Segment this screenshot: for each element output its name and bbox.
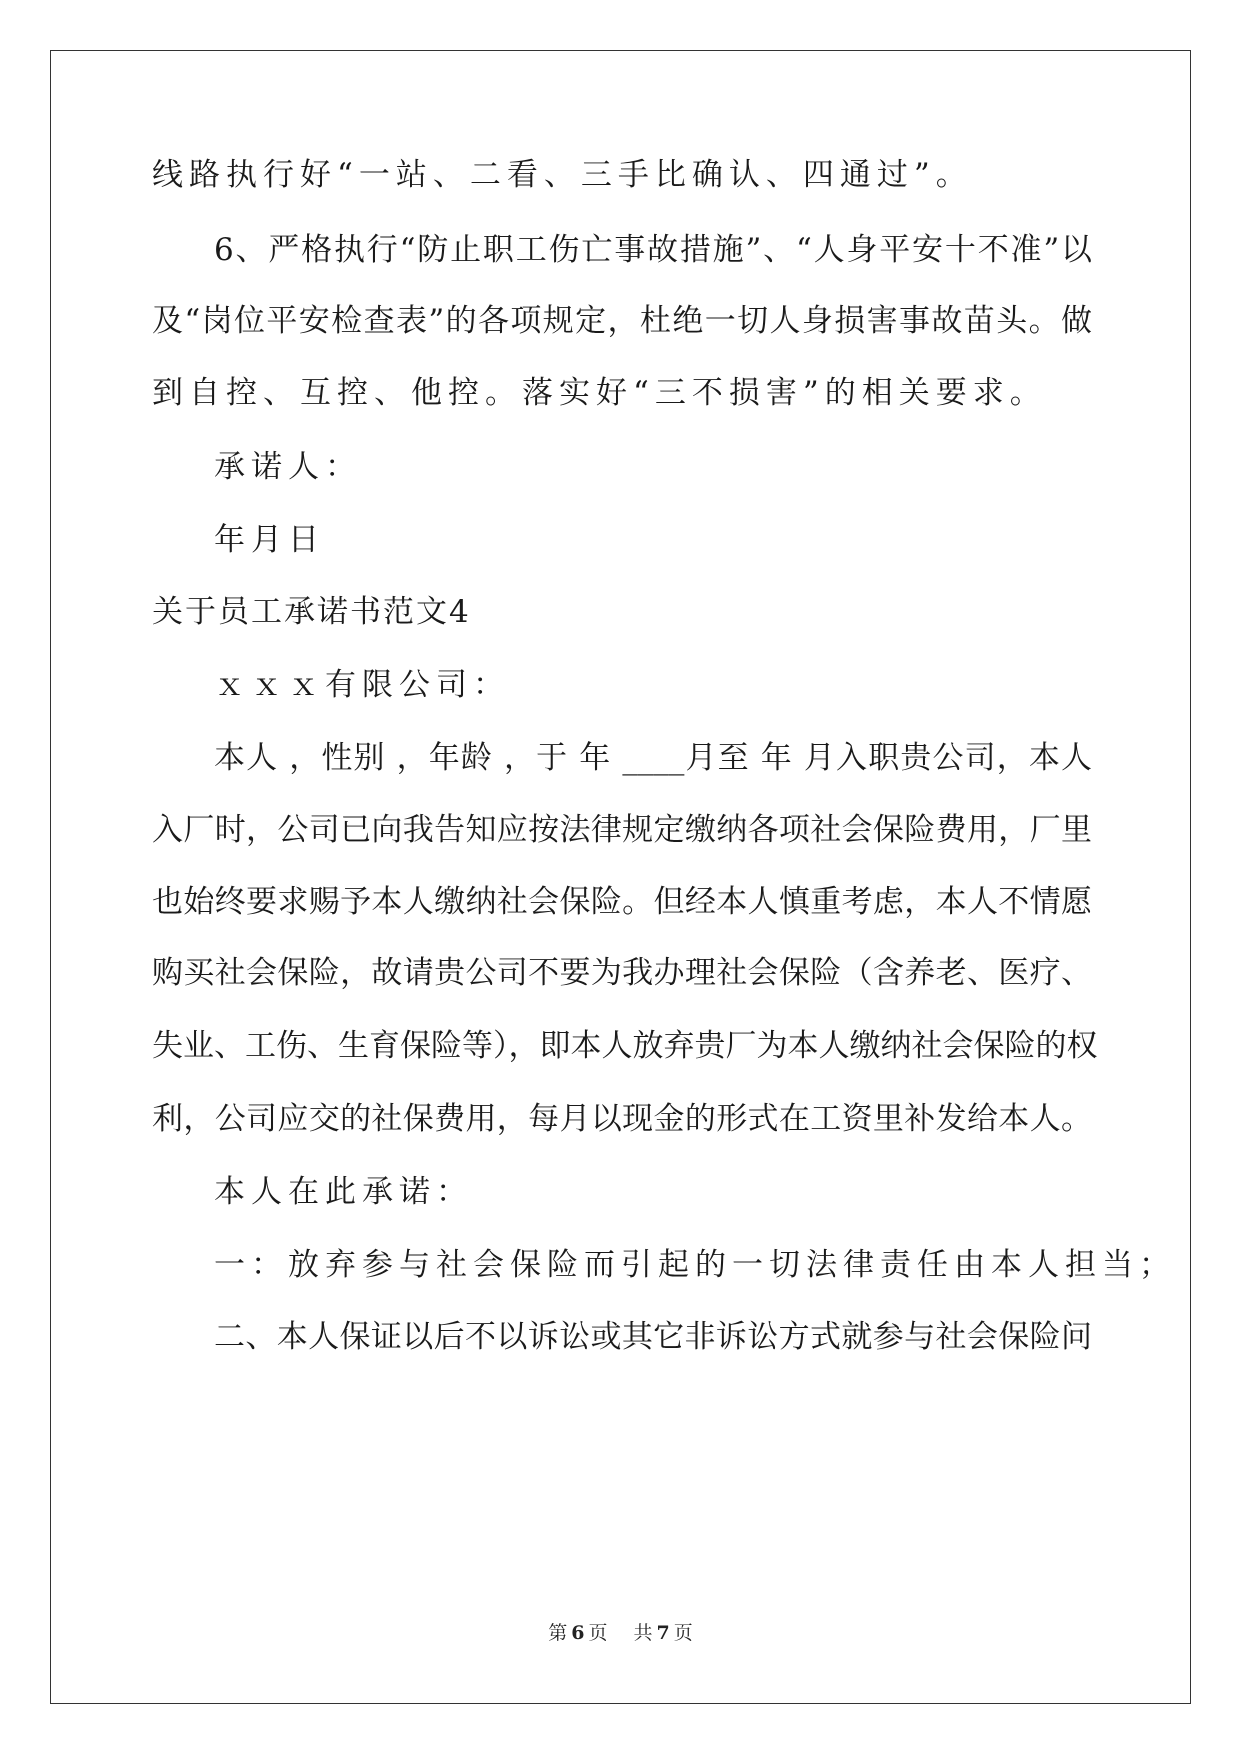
text-line: 到自控、互控、他控。落实好“三不损害”的相关要求。	[152, 375, 1047, 411]
text-line: 购买社会保险，故请贵公司不要为我办理社会保险（含养老、医疗、	[152, 955, 1092, 991]
text-line: 失业、工伤、生育保险等），即本人放弃贵厂为本人缴纳社会保险的权	[152, 1028, 1098, 1064]
footer-total-prefix: 共	[633, 1622, 653, 1644]
text-line: 利，公司应交的社保费用，每月以现金的形式在工资里补发给本人。	[152, 1101, 1092, 1137]
footer-total-unit: 页	[673, 1622, 693, 1644]
total-pages: 7	[656, 1622, 670, 1644]
date-label: 年月日	[214, 522, 325, 558]
page-number: 6	[571, 1622, 585, 1644]
section-heading: 关于员工承诺书范文4	[152, 594, 471, 630]
text-line: 也始终要求赐予本人缴纳社会保险。但经本人慎重考虑，本人不情愿	[152, 884, 1092, 920]
signatory-label: 承诺人：	[214, 449, 362, 485]
footer-page-unit: 页	[588, 1622, 608, 1644]
footer-prefix: 第	[548, 1622, 568, 1644]
page-border	[50, 50, 1191, 1704]
text-line: 二、本人保证以后不以诉讼或其它非诉讼方式就参与社会保险问	[214, 1319, 1092, 1355]
salutation: ｘｘｘ有限公司：	[214, 667, 510, 703]
text-line: 本人在此承诺：	[214, 1174, 473, 1210]
text-line: 一：放弃参与社会保险而引起的一切法律责任由本人担当；	[214, 1247, 1176, 1283]
text-line: 线路执行好“一站、二看、三手比确认、四通过”。	[152, 157, 973, 193]
page-footer	[0, 1618, 1241, 1645]
text-line: 6、严格执行“防止职工伤亡事故措施”、“人身平安十不准”以	[214, 232, 1092, 268]
text-line: 本人 ，性别 ，年龄 ，于 年 ____月至 年 月入职贵公司，本人	[214, 740, 1092, 776]
text-line: 及“岗位平安检查表”的各项规定，杜绝一切人身损害事故苗头。做	[152, 303, 1092, 339]
text-line: 入厂时，公司已向我告知应按法律规定缴纳各项社会保险费用，厂里	[152, 812, 1092, 848]
